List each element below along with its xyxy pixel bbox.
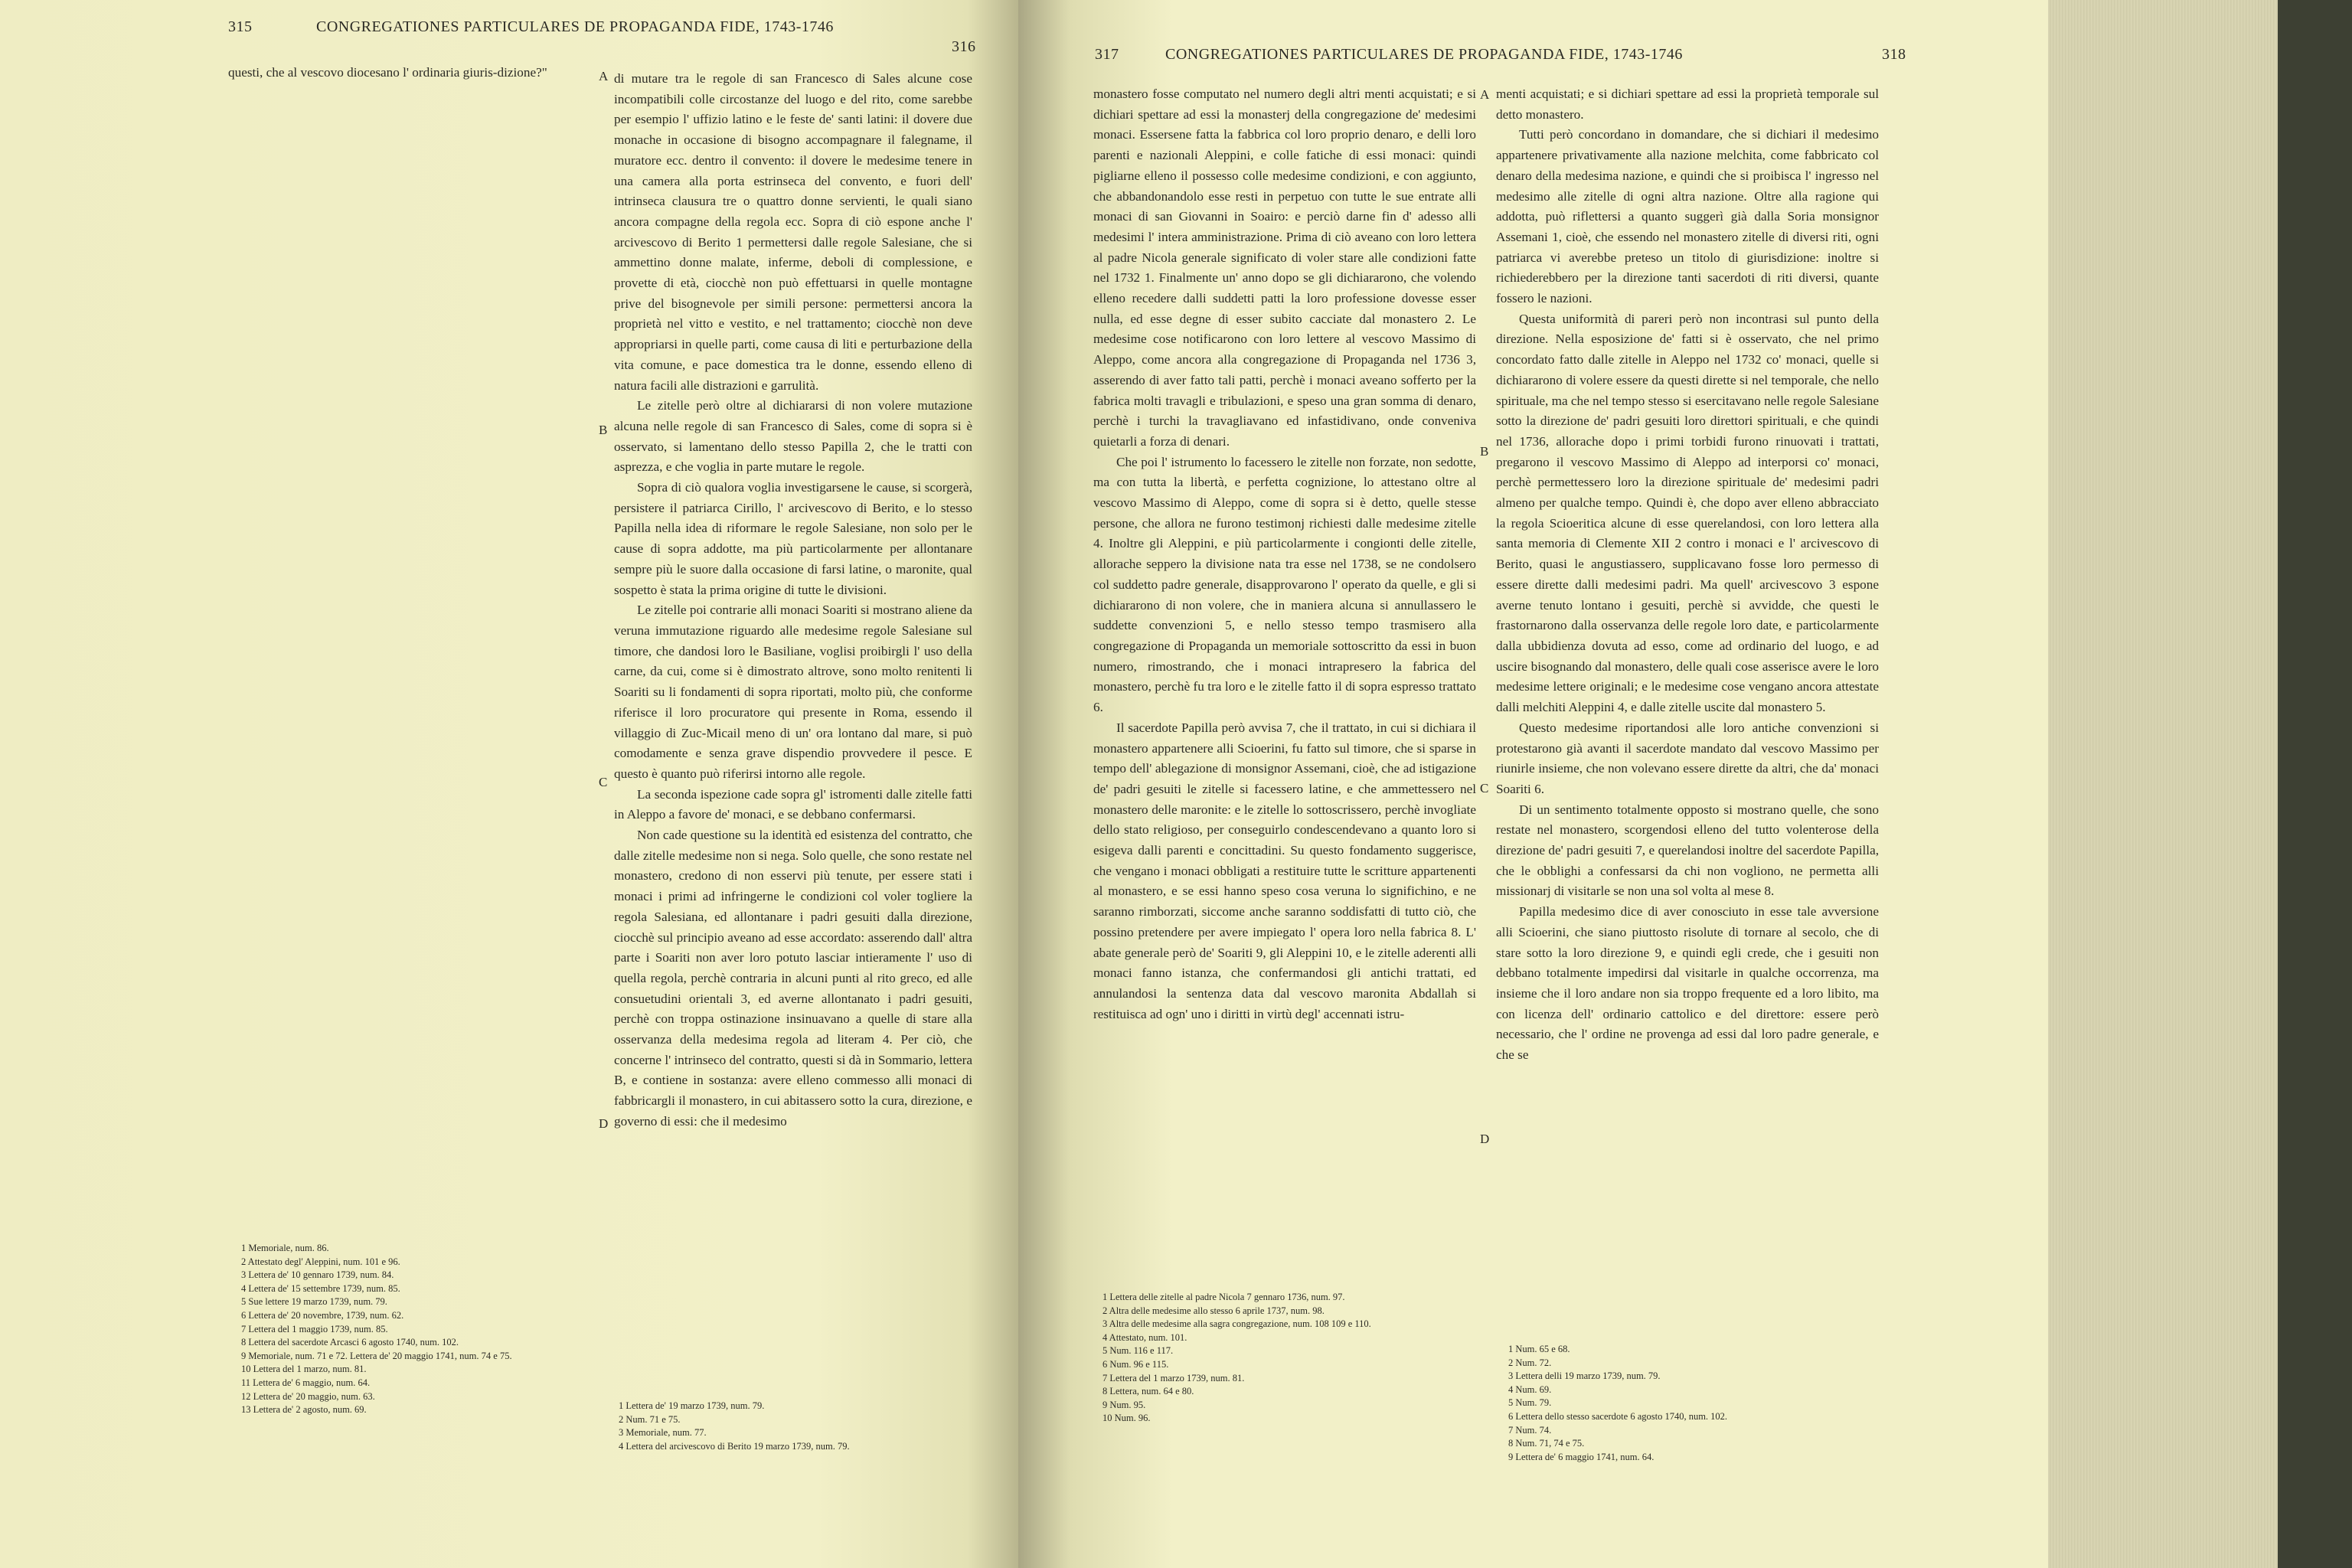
footnote: 8 Lettera, num. 64 e 80. [1102, 1386, 1194, 1397]
left-page [0, 0, 1018, 1568]
footnote: 7 Num. 74. [1508, 1424, 1552, 1436]
text-column [1093, 84, 1476, 1024]
footnote: 2 Num. 72. [1508, 1357, 1552, 1368]
page-edges [2048, 0, 2278, 1568]
running-title: CONGREGATIONES PARTICULARES DE PROPAGANDA FIDE, 1743-1746 [1165, 46, 1683, 63]
footnote: 5 Sue lettere 19 marzo 1739, num. 79. [241, 1296, 387, 1308]
paragraph: menti acquistati; e si dichiari spettare ad essi la proprietà temporale sul detto monastero. [1496, 87, 1879, 122]
footnote: 10 Lettera del 1 marzo, num. 81. [241, 1364, 367, 1375]
footnotes [1102, 1291, 1462, 1426]
footnote: 6 Lettera de' 20 novembre, 1739, num. 62. [241, 1309, 404, 1321]
footnotes [619, 1400, 963, 1453]
footnote: 9 Lettera de' 6 maggio 1741, num. 64. [1508, 1451, 1655, 1462]
footnote: 4 Lettera de' 15 settembre 1739, num. 85. [241, 1282, 400, 1294]
book-cover-edge [2278, 0, 2352, 1568]
footnote: 3 Altra delle medesime alla sagra congregazione, num. 108 109 e 110. [1102, 1318, 1371, 1330]
margin-marker: B [599, 423, 608, 437]
paragraph: Non cade questione su la identità ed esistenza del contratto, che dalle zitelle medesime non si nega. Solo quelle, che sono restate nel monastero, credono di non esservi più tenute, per essere stati i monaci i primi ad infringerne le condizioni col voler togliere la regola Salesiana, ed allontanare i padri gesuiti dalla direzione, ciocchè sul principio aveano ad esse accordato: asserendo dall' altra parte i Soariti non aver loro potuto lasciar intieramente l' uso di quella regola, perchè contraria in alcuni punti al rito greco, ed alle consuetudini orientali 3, ed averne allontanato i padri gesuiti, perchè con troppa ostinazione insinuavano a quelle di stare alla osservanza della medesima regola ad literam 4. Per ciò, che concerne l' intrinseco del contratto, questi si dà in Sommario, lettera B, e contiene in sostanza: avere elleno commesso alli monaci di fabbricargli il monastero, in cui abitassero sotto la cura, direzione, e governo di essi: che il medesimo [614, 828, 972, 1129]
paragraph: Di un sentimento totalmente opposto si mostrano quelle, che sono restate nel monastero, scorgendosi elleno del tutto volenterose della direzione de' padri gesuiti 7, e querelandosi inoltre del sacerdote Papilla, che le obblighi a confessarsi da chi non vogliono, ne permetta alli missionarj di visitarle se non una sol volta al mese 8. [1496, 802, 1879, 899]
text-column [614, 69, 972, 1132]
footnote: 6 Lettera dello stesso sacerdote 6 agosto 1740, num. 102. [1508, 1410, 1728, 1422]
margin-marker: C [599, 775, 608, 789]
paragraph: Il sacerdote Papilla però avvisa 7, che il trattato, in cui si dichiara il monastero appartenere alli Scioerini, fu fatto sul timore, che si sparse in tempo dell' ablegazione di monsignor Assemani, cioè, che ad istigazione de' padri gesuiti le zitelle si facessero latine, e che ammettessero nel monastero delle maronite: e le zitelle lo sottoscrissero, perchè invogliate dello stato religioso, per conseguirlo condescendevano a quanto loro si esigeva dalli parenti e concittadini. Su questo fondamento suggerisce, che vengano i monaci obbligati a restituire tutte le scritture appartenenti al monastero, e se essi hanno speso cosa veruna lo significhino, e ne saranno rimborzati, siccome anche saranno soddisfatti di tutto ciò, che possino pretendere per avere impiegato l' opera loro nella fabrica 8. L' abate generale però de' Soariti 9, gli Aleppini 10, e le zitelle aderenti alli monaci fanno istanza, che confermandosi gli antichi trattati, ed annulandosi la sentenza data dal vescovo maronita Abdallah si restituisca ad ogn' uno i diritti in virtù degl' accennati istru- [1093, 720, 1476, 1021]
footnote: 4 Attestato, num. 101. [1102, 1331, 1187, 1343]
footnote: 4 Num. 69. [1508, 1383, 1552, 1395]
paragraph: Le zitelle però oltre al dichiararsi di non volere mutazione alcuna nelle regole di san Francesco di Sales, come di sopra si è osservato, si lamentano dello stesso Papilla 2, che le tratti con asprezza, e che voglia in parte mutare le regole. [614, 398, 972, 475]
footnote: 3 Lettera de' 10 gennaro 1739, num. 84. [241, 1269, 394, 1281]
footnote: 5 Num. 116 e 117. [1102, 1345, 1174, 1357]
page-number: 315 [228, 18, 253, 35]
paragraph: monastero fosse computato nel numero degli altri menti acquistati; e si dichiari spettare ad essi la monasterj della congregazione de' medesimi monaci. Essersene fatta la fabbrica col loro proprio denaro, e delli loro parenti e nazionali Aleppini, e colle fatiche di essi monaci: quindi pigliarne elleno il possesso colle medesime condizioni, e con aggiunto, che abbandonandolo esse resti in perpetuo con tutte le sue entrate alli monaci di san Giovanni in Soairo: e perciò darne fin d' adesso alli medesimi l' intera amministrazione. Prima di ciò aveano con loro lettera al padre Nicola generale significato di voler stare alle condizioni fatte nel 1732 1. Finalmente un' anno dopo se gli dichiararono, che volendo elleno recedere dalli suddetti patti la loro professione dovesse esser nulla, ed esse degne di esser subito cacciate dal monastero 2. Le medesime cose notificarono con loro lettere al vescovo Massimo di Aleppo, come ancora alla congregazione di Propaganda nel 1736 3, asserendo di aver fatto tali patti, perchè i monaci aveano sofferto per la fabrica molti travagli e tribulazioni, e speso una gran somma di denaro, perchè i turchi la travagliavano ed infastidivano, onde conveniva quietarli a forza di denari. [1093, 87, 1476, 449]
footnote: 1 Lettera delle zitelle al padre Nicola 7 gennaro 1736, num. 97. [1102, 1292, 1345, 1302]
footnote: 12 Lettera de' 20 maggio, num. 63. [241, 1390, 375, 1402]
footnotes [1508, 1343, 1868, 1464]
margin-marker: B [1480, 444, 1489, 459]
footnote: 4 Lettera del arcivescovo di Berito 19 marzo 1739, num. 79. [619, 1440, 850, 1452]
margin-marker: C [1480, 781, 1489, 795]
paragraph: La seconda ispezione cade sopra gl' istromenti dalle zitelle fatti in Aleppo a favore de' monaci, e se debbano confermarsi. [614, 786, 972, 822]
footnote: 11 Lettera de' 6 maggio, num. 64. [241, 1377, 371, 1388]
footnote: 7 Lettera del 1 marzo 1739, num. 81. [1102, 1372, 1245, 1383]
paragraph: Le zitelle poi contrarie alli monaci Soariti si mostrano aliene da veruna immutazione riguardo alle medesime regole Salesiane sul timore, che dandosi loro le Basiliane, voglisi proibirgli l' uso della carne, da cui, come si è dimostrato altrove, sono molto renitenti li Soariti su li fondamenti di sopra riportati, molto più, che conforme riferisce il loro procuratore qui presente in Roma, essendo il villaggio di Zuc-Micail meno di un' ora lontano dal mare, si può comodamente e senza grave dispendio provvedere il pesce. E questo è quanto può riferirsi intorno alle regole. [614, 603, 972, 781]
footnote: 13 Lettera de' 2 agosto, num. 69. [241, 1404, 367, 1416]
margin-marker: D [599, 1116, 609, 1131]
text-column [1496, 84, 1879, 1066]
paragraph: questi, che al vescovo diocesano l' ordinaria giuris-dizione?" [228, 65, 547, 80]
footnote: 1 Memoriale, num. 86. [241, 1243, 329, 1253]
footnote: 9 Num. 95. [1102, 1399, 1146, 1410]
footnote: 7 Lettera del 1 maggio 1739, num. 85. [241, 1323, 388, 1334]
page-number: 316 [952, 38, 976, 55]
footnote: 10 Num. 96. [1102, 1413, 1151, 1424]
footnote: 2 Attestato degl' Aleppini, num. 101 e 96. [241, 1256, 400, 1267]
margin-marker: A [1480, 87, 1490, 102]
footnote: 1 Num. 65 e 68. [1508, 1344, 1570, 1354]
footnote: 5 Num. 79. [1508, 1397, 1552, 1409]
footnote: 9 Memoriale, num. 71 e 72. Lettera de' 20 maggio 1741, num. 74 e 75. [241, 1350, 512, 1361]
footnotes [241, 1242, 586, 1417]
page-number: 318 [1882, 46, 1906, 63]
paragraph: Questa uniformità di pareri però non incontrasi sul punto della direzione. Nella esposizione de' fatti si è osservato, che nel primo concordato fatto dalle zitelle in Aleppo nel 1732 co' monaci, quelle si dichiararono di volere essere da questi dirette si nel temporale, che nello spirituale, ma che nel tempo stesso si esercitavano nelle regole Salesiane sotto la direzione de' padri gesuiti loro direttori spirituali, e che quindi nel 1736, allorache dopo i primi torbidi furono rinuovati i trattati, pregarono il vescovo Massimo di Aleppo ad interporsi co' monaci, perchè permettessero loro la direzione spirituale de' medesimi padri almeno per qualche tempo. Quindi è, che dopo aver elleno abbracciato la regola Scioeritica alcune di esse querelandosi, con loro lettera alla santa memoria di Clemente XII 2 contro i monaci e l' arcivescovo di Berito, quasi le angustiassero, supplicavano fosse loro permesso di essere dirette dalli medesimi padri. Ma quell' arcivescovo 3 espone averne tenuto lontano i gesuiti, perchè si avvidde, che questi le frastornarono dalla osservanza delle regole loro date, e particolarmente dalla ubbidienza dovuta ad esso, come ad ordinario del luogo, e ad uscire bisognando dal monastero, delle quali cose asserisce avere le loro medesime lettere originali; e le medesime cose vengano ancora attestate dalli melchiti Aleppini 4, e dalle zitelle uscite dal monastero 5. [1496, 311, 1879, 715]
paragraph: Questo medesime riportandosi alle loro antiche convenzioni si protestarono già avanti il sacerdote mandato dal vescovo Massimo per riunirle insieme, che non volevano essere dirette da altri, che da' monaci Soariti 6. [1496, 720, 1879, 796]
text-column [228, 63, 597, 83]
paragraph: Papilla medesimo dice di aver conosciuto in esse tale avversione alli Scioerini, che siano piuttosto risolute di tornare al secolo, che di stare sotto la loro direzione 9, e quindi egli crede, che i gesuiti non debbano totalmente impedirsi dal visitarle in qualche occorrenza, ma insieme che il loro andare non sia troppo frequente ed a loro libito, ma con licenza dell' ordinario cattolico e del direttore: essere però necessario, che l' ordine ne provenga ad essi dal loro padre generale, e che se [1496, 904, 1879, 1063]
footnote: 2 Altra delle medesime allo stesso 6 aprile 1737, num. 98. [1102, 1305, 1325, 1316]
footnote: 1 Lettera de' 19 marzo 1739, num. 79. [619, 1400, 765, 1411]
footnote: 8 Num. 71, 74 e 75. [1508, 1438, 1585, 1449]
footnote: 8 Lettera del sacerdote Arcasci 6 agosto 1740, num. 102. [241, 1337, 459, 1348]
paragraph: di mutare tra le regole di san Francesco di Sales alcune cose incompatibili colle circostanze del luogo e del rito, come sarebbe per esempio l' uffizio latino e le feste de' santi latini: il dovere due monache in occasione di bisogno accompagnare il falegname, il muratore ecc. dentro il convento: il dovere le medesime tenere in una camera alla porta estrinseca del convento, e fuori dell' intrinseca clausura tre o quattro donne servienti, le quali siano ancora compagne della regola ecc. Sopra di ciò espone anche l' arcivescovo di Berito 1 permettersi dalle regole Salesiane, che si ammettino donne malate, inferme, deboli di complessione, e provette di età, ciocchè non può effettuarsi in quelle montagne prive del bisognevole per simili persone: permettersi ancora la proprietà nel vitto e vestito, e nel trattamento; ciocchè non deve appropriarsi in quelle parti, come causa di liti e perturbazione della vita comune, e pace domestica tra le donne, essendo elleno di natura facili alle distrazioni e garrulità. [614, 71, 972, 393]
right-page [1018, 0, 2048, 1568]
margin-marker: D [1480, 1132, 1490, 1146]
footnote: 2 Num. 71 e 75. [619, 1413, 681, 1425]
page-number: 317 [1095, 46, 1119, 63]
paragraph: Tutti però concordano in domandare, che si dichiari il medesimo appartenere privativamente alla nazione melchita, come fabbricato col denaro della medesima nazione, e quindi che si proibisca l' ingresso nel medesimo alle zitelle di ogni altra nazione. Oltre alla ragione qui addotta, può riflettersi a quanto suggerì già dalla Soria monsignor Assemani 1, cioè, che essendo nel monastero zitelle di diversi riti, ogni patriarca vi averebbe preteso un titolo di giurisdizione: inoltre si richiederebbero per la direzione tanti sacerdoti di riti diversi, quante fossero le nazioni. [1496, 127, 1879, 306]
paragraph: Sopra di ciò qualora voglia investigarsene le cause, si scorgerà, persistere il patriarca Cirillo, l' arcivescovo di Berito, e lo stesso Papilla nella idea di riformare le regole Salesiane, non solo per le cause di sopra addotte, ma più particolarmente per allontanare sempre più le suore dalla occasione di farsi latine, o maronite, qual sospetto è stata la prima origine di tutte le divisioni. [614, 480, 972, 597]
footnote: 3 Lettera delli 19 marzo 1739, num. 79. [1508, 1370, 1661, 1382]
footnote: 3 Memoriale, num. 77. [619, 1427, 707, 1439]
paragraph: Che poi l' istrumento lo facessero le zitelle non forzate, non sedotte, ma con tutta la libertà, e perfetta cognizione, lo attestano oltre al vescovo Massimo di Aleppo, come di sopra si è detto, quelle stesse persone, che allora ne furono testimonj richiesti dalle medesime zitelle 4. Inoltre gli Aleppini, e più particolarmente i congionti delle zitelle, allorache seppero la divisione nata tra esse nel 1738, se ne condolsero col suddetto padre generale, disapprovarono l' operato da quelle, e gli si dichiararono di non volere, che in maniera alcuna si annullassero le suddette convenzioni 5, e nello stesso tempo trasmisero alla congregazione di Propaganda un memoriale sottoscritto da essi in buon numero, rimostrando, che i monaci intrapresero la fabrica del monastero, perchè fu tra loro e le zitelle fatto il di sopra espresso trattato 6. [1093, 454, 1476, 715]
footnote: 6 Num. 96 e 115. [1102, 1358, 1169, 1370]
margin-marker: A [599, 69, 609, 83]
running-title: CONGREGATIONES PARTICULARES DE PROPAGANDA FIDE, 1743-1746 [316, 18, 834, 35]
